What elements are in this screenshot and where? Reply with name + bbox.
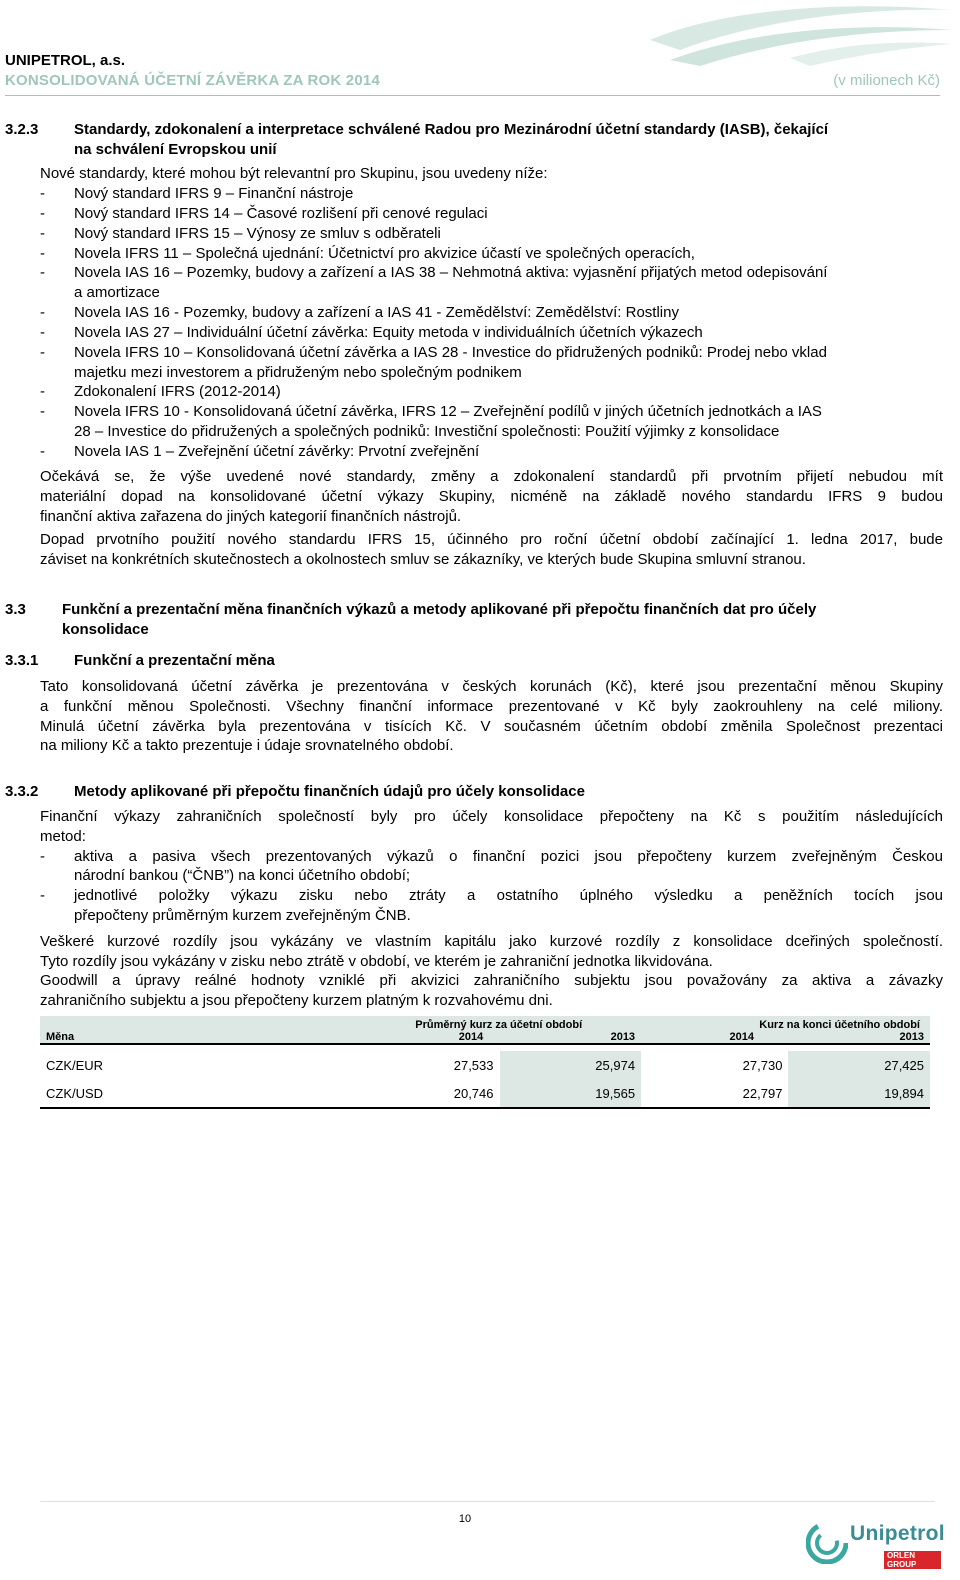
year-header: 2013 xyxy=(610,1031,636,1043)
cell-currency: CZK/USD xyxy=(46,1085,104,1101)
section-number: 3.2.3 xyxy=(5,121,39,138)
header-swoosh-graphic xyxy=(640,0,955,70)
paragraph: Finanční výkazy zahraničních společností byly pro účely konsolidace přepočteny na Kč s použitím následujících metod: xyxy=(40,808,943,845)
section-title: Funkční a prezentační měna xyxy=(74,652,275,669)
column-group-average-rate xyxy=(216,1016,641,1044)
cell-avg-2013: 19,565 xyxy=(500,1079,642,1108)
column-group-closing-rate xyxy=(641,1016,930,1044)
logo-subtitle: ORLEN GROUP xyxy=(884,1551,941,1569)
cell-currency: CZK/EUR xyxy=(46,1057,104,1073)
section-title xyxy=(74,120,944,160)
footer-divider xyxy=(40,1501,935,1502)
currency-note: (v milionech Kč) xyxy=(833,72,940,89)
table-header-row xyxy=(40,1016,930,1044)
table-row xyxy=(40,1051,930,1079)
section-number: 3.3.1 xyxy=(5,652,39,669)
paragraph: Dopad prvotního použití nového standardu IFRS 15, účinného pro roční účetní období začínající 1. ledna 2017, bude záviset na konkrétních skutečnostech a okolnostech smluv se zákazníky, ve kterých bude Skupina smluvní stranou. xyxy=(40,531,943,568)
exchange-rate-table xyxy=(40,1016,930,1109)
group-header-label: Kurz na konci účetního období xyxy=(759,1019,920,1031)
group-header-label: Průměrný kurz za účetní období xyxy=(415,1019,583,1031)
section-title: Funkční a prezentační měna finančních výkazů a metody aplikované při přepočtu finančních dat pro účely konsolidace xyxy=(62,601,817,638)
section-number: 3.3 xyxy=(5,601,26,618)
paragraph: Očekává se, že výše uvedené nové standardy, změny a zdokonalení standardů při prvotním přijetí nebudou mít materiální dopad na konsolidované účetní výkazy Skupiny, nicméně na základě nového standardu IFRS 9 budou finanční aktiva zařazena do jiných kategorií finančních nástrojů. xyxy=(40,468,943,525)
paragraph: Tato konsolidovaná účetní závěrka je prezentována v českých korunách (Kč), které jsou prezentační měnou Skupiny a funkční měnou Společnosti. Všechny finanční informace prezentované v Kč byly zaokrouhleny na celé miliony. Minulá účetní závěrka byla prezentována v tisících Kč. V současném účetním období změnila Společnost prezentaci na miliony Kč a takto prezentuje i údaje srovnatelného období. xyxy=(40,678,943,755)
section-title-line: na schválení Evropskou unií xyxy=(74,140,277,158)
logo-mark-icon xyxy=(806,1522,848,1564)
unipetrol-logo xyxy=(806,1520,945,1570)
column-header-currency: Měna xyxy=(40,1016,216,1044)
cell-end-2014: 27,730 xyxy=(742,1057,783,1073)
year-header: 2013 xyxy=(899,1031,924,1043)
cell-end-2013: 19,894 xyxy=(788,1079,930,1108)
company-name: UNIPETROL, a.s. xyxy=(5,52,126,69)
cell-avg-2013: 25,974 xyxy=(500,1051,642,1079)
section-title: Metody aplikované při přepočtu finančních údajů pro účely konsolidace xyxy=(74,783,585,800)
section-number: 3.3.2 xyxy=(5,783,39,800)
cell-end-2013: 27,425 xyxy=(788,1051,930,1079)
year-header: 2014 xyxy=(458,1031,484,1043)
cell-avg-2014: 27,533 xyxy=(453,1057,494,1073)
intro-text: Nové standardy, které mohou být relevantní pro Skupinu, jsou uvedeny níže: xyxy=(40,165,548,182)
header-divider xyxy=(5,95,940,96)
paragraph: Veškeré kurzové rozdíly jsou vykázány ve vlastním kapitálu jako kurzové rozdíly z konsolidace dceřiných společností. Tyto rozdíly jsou vykázány v zisku nebo ztrátě v období, ve kterém je zahraniční jednotka likvidována. xyxy=(40,933,943,970)
page-number: 10 xyxy=(458,1513,472,1525)
report-title: KONSOLIDOVANÁ ÚČETNÍ ZÁVĚRKA ZA ROK 2014 xyxy=(5,72,380,89)
paragraph: Goodwill a úpravy reálné hodnoty vzniklé při akvizici zahraničního subjektu jsou považovány za aktiva a závazky zahraničního subjektu a jsou přepočteny kurzem platným k rozvahovému dni. xyxy=(40,972,943,1009)
table-row xyxy=(40,1079,930,1108)
logo-text: Unipetrol xyxy=(850,1522,945,1545)
year-header: 2014 xyxy=(729,1031,755,1043)
cell-end-2014: 22,797 xyxy=(742,1085,783,1101)
cell-avg-2014: 20,746 xyxy=(453,1085,494,1101)
section-title-line: Standardy, zdokonalení a interpretace schválené Radou pro Mezinárodní účetní standardy (IASB), čekající xyxy=(74,121,829,138)
